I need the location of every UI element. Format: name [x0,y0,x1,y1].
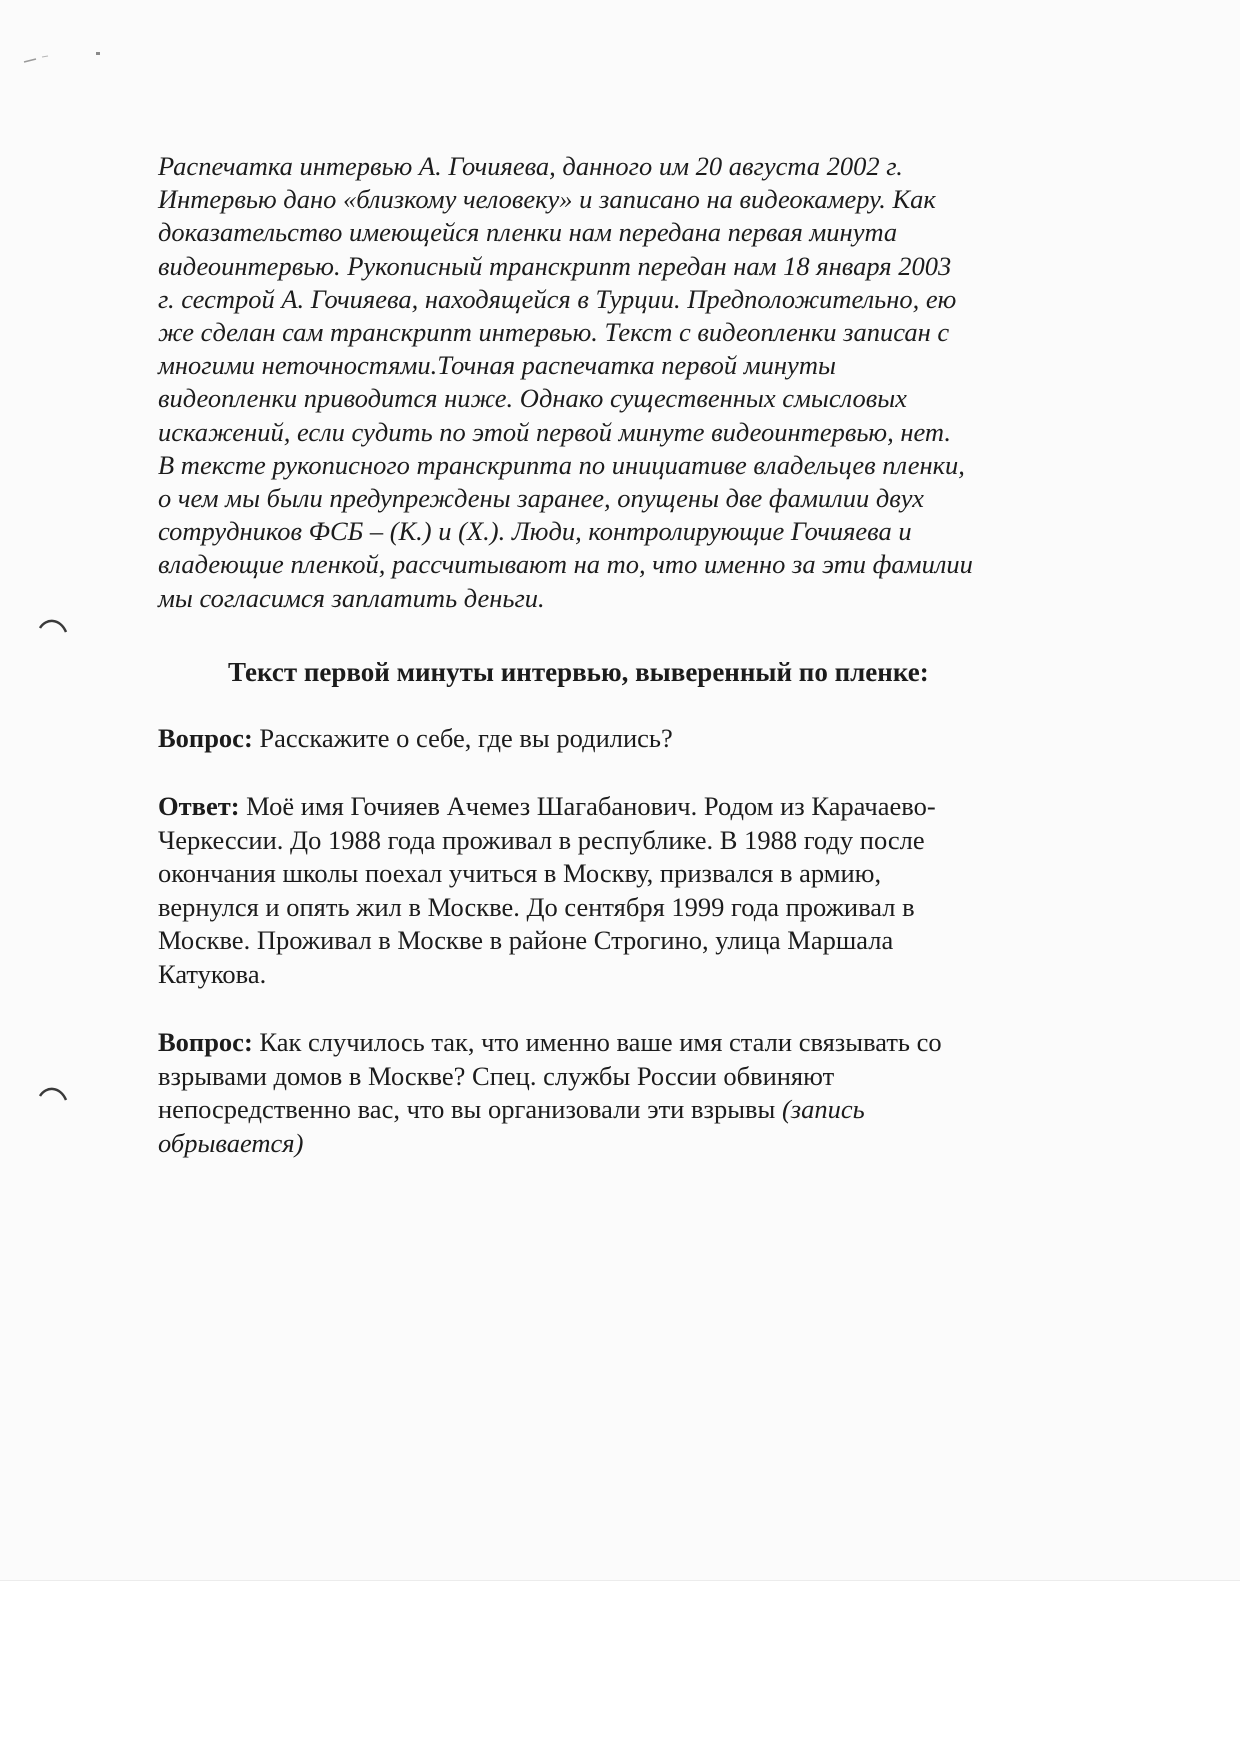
intro-line: Распечатка интервью А. Гочияева, данного им 20 августа 2002 г. [158,151,903,181]
answer-text: вернулся и опять жил в Москве. До сентября 1999 года проживал в [158,891,915,922]
recording-note: обрывается) [158,1127,304,1158]
question-text: взрывами домов в Москве? Спец. службы России обвиняют [158,1060,835,1091]
qa-block-question-2 [158,1026,942,1160]
scan-specks [22,48,102,68]
intro-line: многими неточностями.Точная распечатка первой минуты [158,350,836,381]
question-text: непосредственно вас, что вы организовали эти взрывы [158,1094,782,1125]
document-body [158,150,1058,1158]
intro-line: видеопленки приводится ниже. Однако существенных смысловых [158,383,907,414]
answer-text: Москве. Проживал в Москве в районе Строгино, улица Маршала [158,925,894,956]
intro-line: мы согласимся заплатить деньги. [158,582,545,613]
recording-note: (запись [781,1094,865,1125]
intro-line: сотрудников ФСБ – (К.) и (Х.). Люди, контролирующие Гочияева и [158,516,912,547]
punch-hole-mark [36,614,70,648]
answer-label: Ответ: [158,791,240,821]
intro-line: же сделан сам транскрипт интервью. Текст с видеопленки записан с [158,317,950,348]
answer-text: окончания школы поехал учиться в Москву, призвался в армию, [158,858,882,889]
intro-paragraph [158,150,1058,615]
section-heading: Текст первой минуты интервью, выверенный по пленке: [228,657,929,687]
answer-text: Моё имя Гочияев Ачемез Шагабанович. Родом из Карачаево- [239,791,936,821]
page-bottom-edge [0,1580,1240,1581]
question-text: Расскажите о себе, где вы родились? [252,723,673,753]
qa-line [158,790,936,824]
intro-line: В тексте рукописного транскрипта по инициативе владельцев пленки, [158,449,965,480]
answer-text: Катукова. [158,958,267,989]
punch-hole-mark [36,1082,70,1116]
intro-line: искажений, если судить по этой первой минуте видеоинтервью, нет. [158,416,951,447]
answer-text: Черкессии. До 1988 года проживал в республике. В 1988 году после [158,824,925,855]
intro-line: г. сестрой А. Гочияева, находящейся в Турции. Предположительно, ею [158,283,957,314]
intro-line: о чем мы были предупреждены заранее, опущены две фамилии двух [158,483,924,514]
qa-line [158,722,673,756]
question-label: Вопрос: [158,723,253,753]
intro-line: видеоинтервью. Рукописный транскрипт передан нам 18 января 2003 [158,250,952,281]
intro-line: владеющие пленкой, рассчитывают на то, что именно за эти фамилии [158,549,973,580]
question-label: Вопрос: [158,1027,253,1057]
intro-line: Интервью дано «близкому человеку» и записано на видеокамеру. Как [158,184,936,215]
qa-block-answer [158,790,936,992]
qa-line [158,1093,942,1127]
question-text: Как случилось так, что именно ваше имя стали связывать со [252,1027,942,1057]
intro-line: доказательство имеющейся пленки нам передана первая минута [158,217,898,248]
qa-line [158,1026,942,1060]
qa-block-question-1 [158,722,673,756]
